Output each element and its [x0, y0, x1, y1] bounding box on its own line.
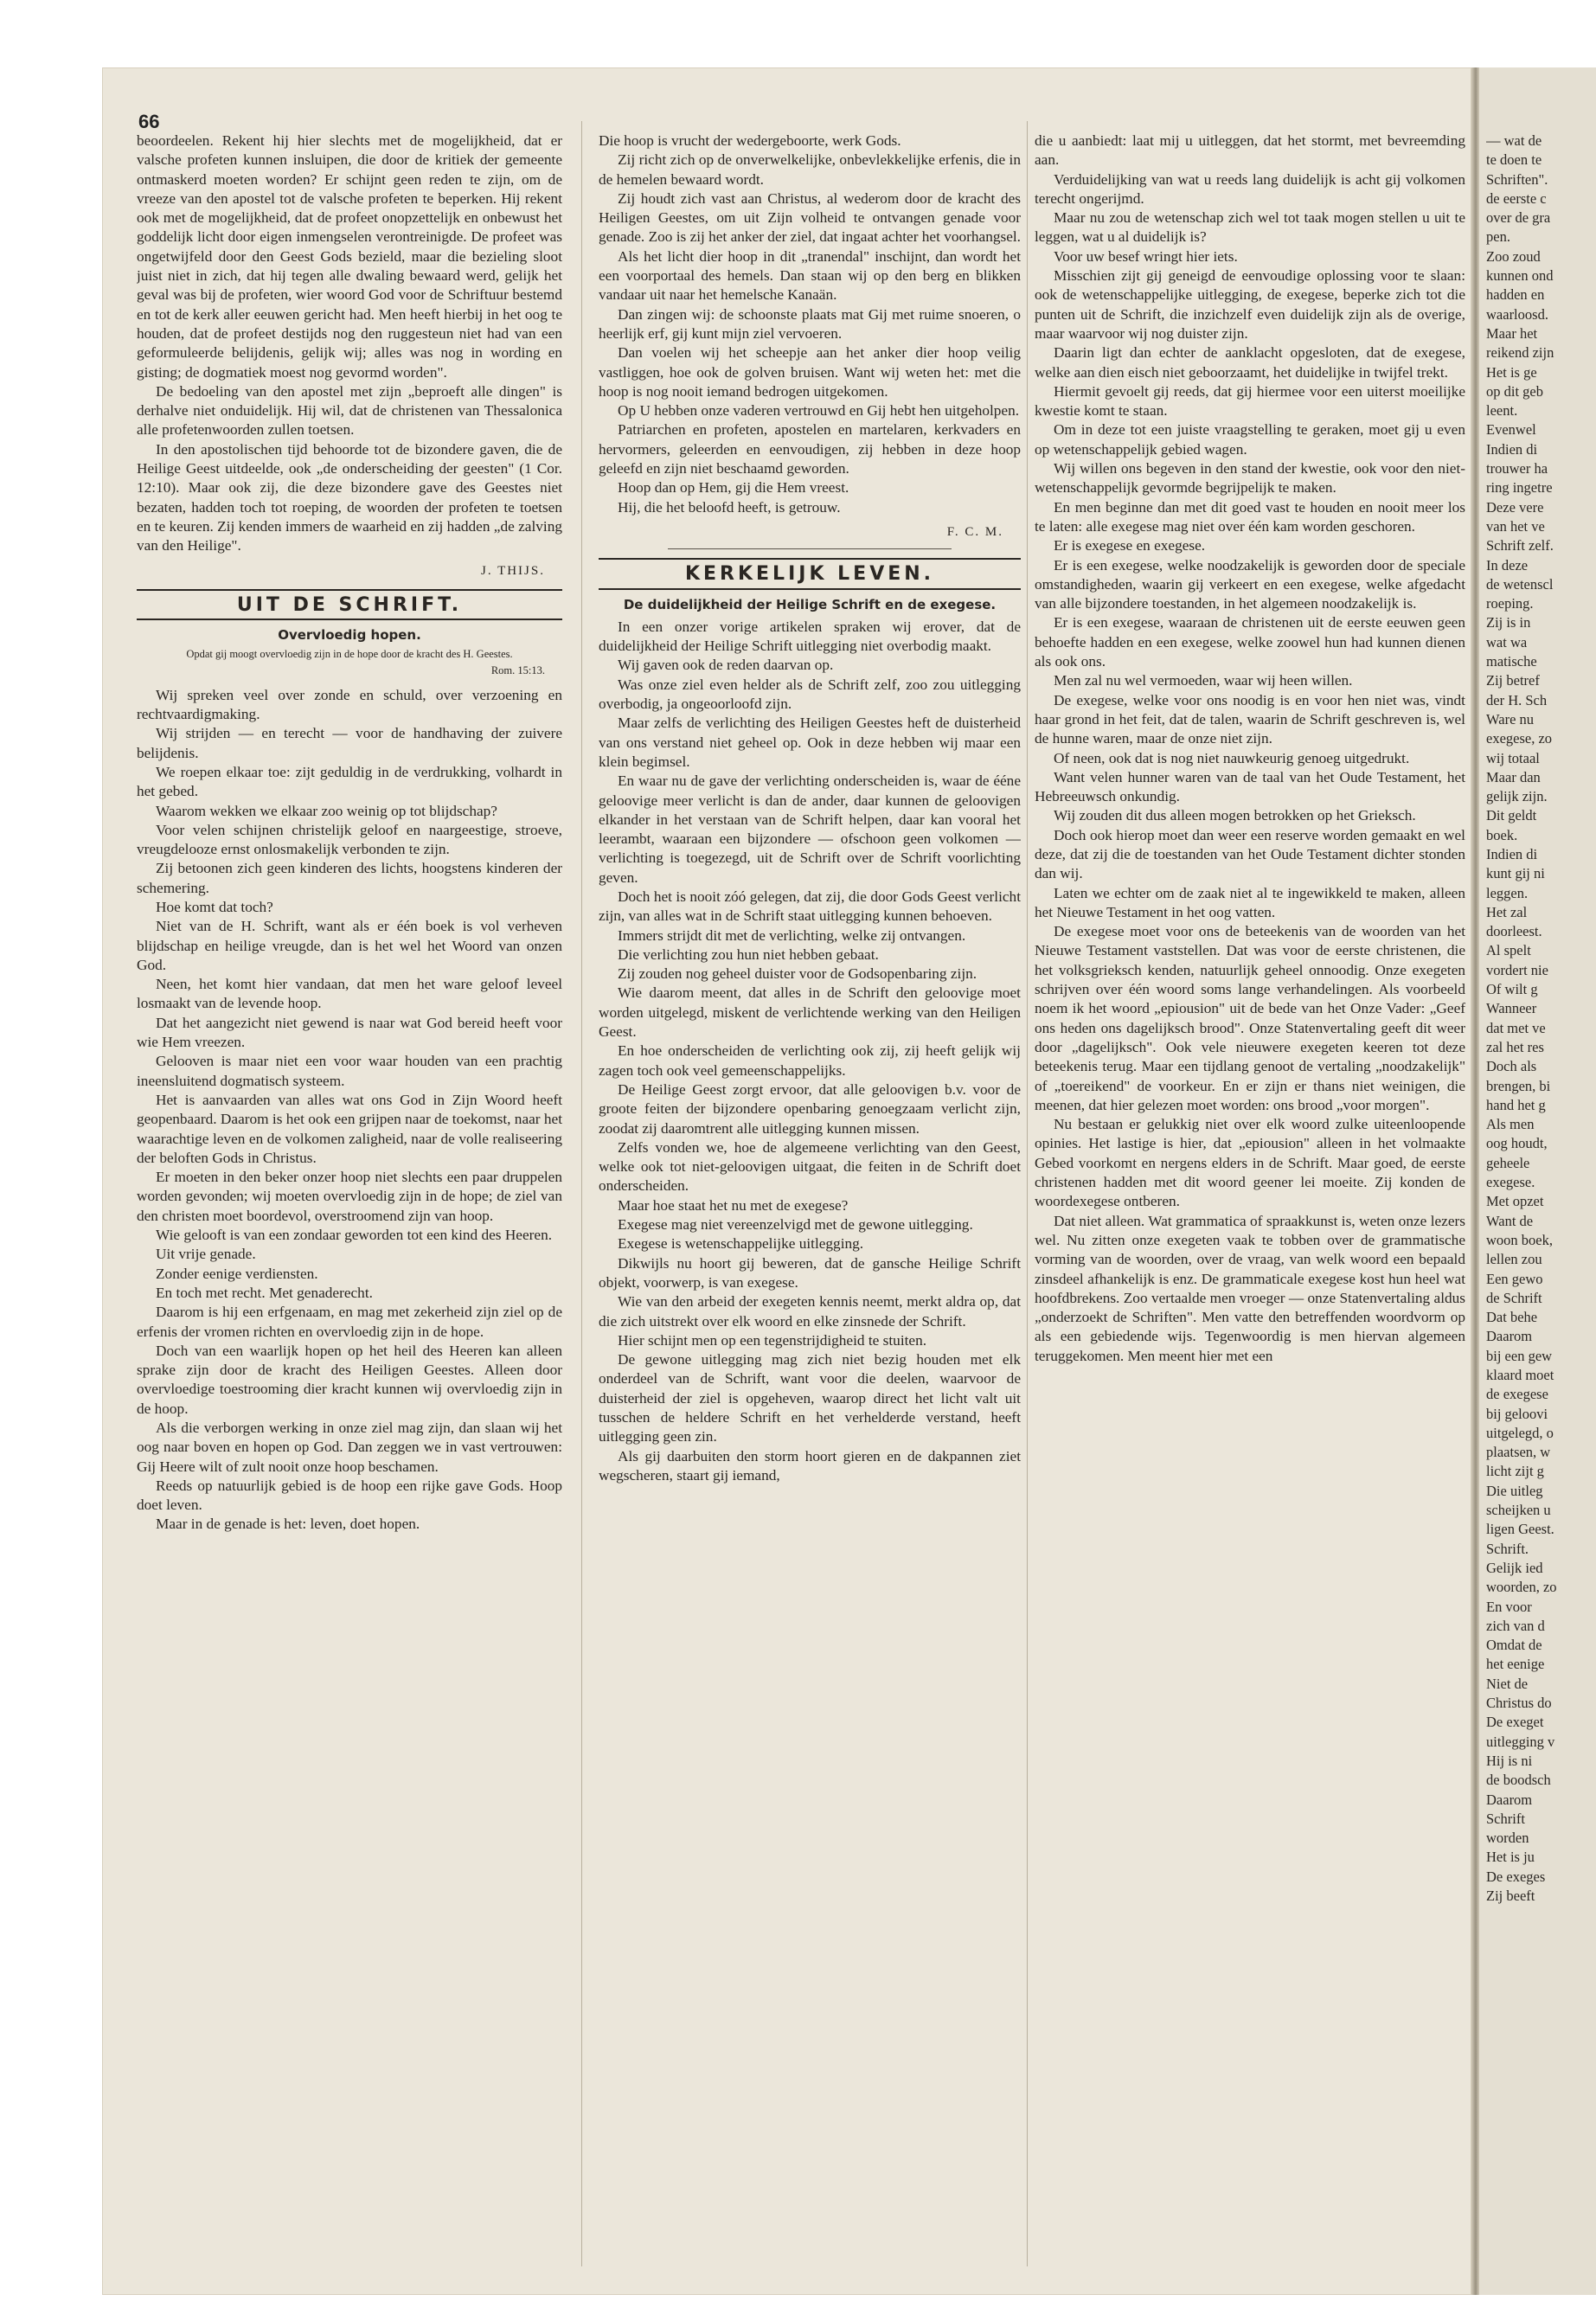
paragraph: Wij gaven ook de reden daarvan op.: [618, 657, 834, 674]
paragraph: Dikwijls nu hoort gij beweren, dat de gansche Heilige Schrift objekt, voorwerp, is van exegese.: [599, 1254, 1021, 1291]
paragraph: Hij, die het beloofd heeft, is getrouw.: [618, 498, 841, 516]
paragraph: beoordeelen. Rekent hij hier slechts met de mogelijkheid, dat er valsche profeten kunnen insluipen, die door de kritiek der gemeente ontmaskerd moeten worden? Er schijnt geen reden te zijn, om de vreeze van den apostel tot de valsche profeten te beperken. Hij rekent ook met de mogelijkheid, dat de profeet onopzettelijk en onbewust het goddelijk licht door eigen inmengselen verontreinigde. De profeet was ongetwijfeld door den Geest Gods bezield, maar die bezieling sloot juist niet in zich, dat hij tegen alle dwaling bewaard werd, gelijk het geval was bij de profeten, wier woord God voor de Schriftuur bestemd en tot de kerk aller eeuwen gericht had. Men heeft hierbij in het oog te houden, dat de profeet destijds nog den ruggesteun niet had van een geformuleerde belijdenis, gelijk wij; alles was nog in wording en gisting; de dogmatiek moest nog gevormd worden".: [137, 132, 562, 381]
text-line: lellen zou: [1486, 1251, 1542, 1268]
text-line: Want de: [1486, 1212, 1534, 1229]
text-line: Een gewo: [1486, 1270, 1543, 1287]
paragraph: Zij betoonen zich geen kinderen des lichts, hoogstens kinderen der schemering.: [137, 860, 562, 896]
paragraph: Zonder eenige verdiensten.: [156, 1265, 318, 1282]
article-body: [599, 131, 1021, 517]
text-line: Ware nu: [1486, 710, 1535, 727]
paragraph: En men beginne dan met dit goed vast te houden en nooit meer los te laten: alle exegese mag niet over één kam worden geschoren.: [1035, 498, 1465, 535]
paragraph: En toch met recht. Met genaderecht.: [156, 1284, 373, 1301]
text-line: leggen.: [1486, 884, 1529, 901]
text-line: Het is ge: [1486, 363, 1537, 381]
text-line: Daarom: [1486, 1328, 1533, 1345]
paragraph: Wie van den arbeid der exegeten kennis neemt, merkt aldra op, dat die zich uitstrekt over elk woord en elke zinsnede der Schrift.: [599, 1293, 1021, 1330]
paragraph: Wij zouden dit dus alleen mogen betrokken op het Grieksch.: [1054, 807, 1416, 824]
text-line: de boodsch: [1486, 1772, 1551, 1789]
text-line: vordert nie: [1486, 961, 1548, 978]
text-line: Al spelt: [1486, 942, 1531, 959]
paragraph: En waar nu de gave der verlichting onderscheiden is, waar de ééne geloovige meer verlicht is dan de ander, daar kunnen de geloovigen elkander in het verstaan van de Schrift helpen, daar kan vooral het leerambt, waaraan een bijzondere — ofschoon geen volkomen — verlichting is toegezegd, uit de Schrift over de Schrift voorlichting geven.: [599, 772, 1021, 886]
text-line: hand het g: [1486, 1096, 1546, 1113]
text-line: hadden en: [1486, 286, 1545, 304]
paragraph: Als gij daarbuiten den storm hoort gieren en de dakpannen ziet wegscheren, staart gij iemand,: [599, 1447, 1021, 1484]
text-line: kunnen ond: [1486, 267, 1554, 285]
text-line: Schrift zelf.: [1486, 537, 1554, 554]
paragraph: Als het licht dier hoop in dit „tranendal" inschijnt, dan wordt het een voorportaal des hemels. Dan staan wij op den berg en blikken vandaar uit naar het hemelsche Kanaän.: [599, 247, 1021, 304]
text-line: der H. Sch: [1486, 691, 1548, 708]
text-line: Gelijk ied: [1486, 1559, 1543, 1576]
paragraph: Immers strijdt dit met de verlichting, welke zij ontvangen.: [618, 926, 966, 944]
text-line: Of wilt g: [1486, 981, 1538, 998]
text-line: de Schrift: [1486, 1289, 1542, 1306]
column-1: [137, 131, 562, 2259]
text-line: Niet de: [1486, 1675, 1529, 1692]
text-line: pen.: [1486, 228, 1510, 246]
text-line: Maar dan: [1486, 768, 1541, 785]
paragraph: Wij strijden — en terecht — voor de handhaving der zuivere belijdenis.: [137, 725, 562, 761]
text-line: brengen, bi: [1486, 1077, 1551, 1094]
text-line: Als men: [1486, 1116, 1535, 1133]
article-body: [1486, 131, 1592, 1906]
paragraph: Reeds op natuurlijk gebied is de hoop een rijke gave Gods. Hoop doet leven.: [137, 1477, 562, 1514]
paragraph: Dat niet alleen. Wat grammatica of spraakkunst is, weten onze lezers wel. Nu zitten onze exegeten vaak te tobben over de grammatische vorming van de woorden, over de vraag, van welk woord een bepaald zinsdeel afhankelijk is enz. De grammaticale exegese kost hun heel wat hoofdbrekens. Zoo vertaalde men vroeger — onze Statenvertaling aldus „onderzoekt de Schriften". Men vatte den betreffenden woordvorm op als een gebiedende wijs. Tegenwoordig is men hiervan algemeen teruggekomen. Men meent hier met een: [1035, 1212, 1465, 1364]
text-line: boek.: [1486, 826, 1518, 843]
paragraph: Waarom wekken we elkaar zoo weinig op tot blijdschap?: [156, 802, 497, 819]
text-line: Wanneer: [1486, 1000, 1537, 1017]
paragraph: Of neen, ook dat is nog niet nauwkeurig genoeg uitgedrukt.: [1054, 749, 1410, 766]
text-line: worden: [1486, 1830, 1529, 1847]
text-line: De exeges: [1486, 1868, 1546, 1885]
text-line: Schriften".: [1486, 170, 1548, 188]
epigraph-reference: Rom. 15:13.: [490, 664, 545, 677]
paragraph: Er is een exegese, waaraan de christenen uit de eerste eeuwen geen behoefte hadden en een exegese, welke zoowel hun had kunnen dienen als ook ons.: [1035, 614, 1465, 670]
text-line: wij totaal: [1486, 749, 1540, 766]
paragraph: In een onzer vorige artikelen spraken wij erover, dat de duidelijkheid der Heilige Schrift uitlegging niet overbodig maakt.: [599, 618, 1021, 655]
text-line: Daarom: [1486, 1791, 1533, 1808]
paragraph: Voor velen schijnen christelijk geloof en naargeestige, stroeve, vreugdelooze ernst onlosmakelijk verbonden te zijn.: [137, 821, 562, 858]
paragraph: Uit vrije genade.: [156, 1246, 256, 1263]
article-title: De duidelijkheid der Heilige Schrift en de exegese.: [623, 596, 997, 612]
section-heading-kerkelijk-leven: KERKELIJK LEVEN.: [599, 558, 1021, 589]
text-line: Maar het: [1486, 324, 1538, 342]
text-line: kunt gij ni: [1486, 865, 1545, 882]
paragraph: Gelooven is maar niet een voor waar houden van een prachtig ineensluitend dogmatisch systeem.: [137, 1053, 562, 1089]
paragraph: Wie daarom meent, dat alles in de Schrift den geloovige moet worden uitgelegd, miskent de verlichtende werking van den Heiligen Geest.: [599, 984, 1021, 1041]
paragraph: die u aanbiedt: laat mij u uitleggen, dat het stormt, met bevreemding aan.: [1035, 132, 1465, 169]
text-line: te doen te: [1486, 151, 1542, 169]
paragraph: Daarin ligt dan echter de aanklacht opgesloten, dat de exegese, welke aan dien eisch niet geboorzaamt, het duidelijke in twijfel trekt.: [1035, 344, 1465, 381]
text-line: bij een gew: [1486, 1347, 1553, 1364]
paragraph: De gewone uitlegging mag zich niet bezig houden met elk onderdeel van de Schrift, want voor die deelen, waarvoor de duisterheid der ziel is opgeheven, waarop direct het licht valt uit tusschen de heldere Schrift en het verhelderde verstand, heeft uitlegging geen zin.: [599, 1351, 1021, 1445]
text-line: zich van d: [1486, 1617, 1545, 1634]
text-line: woorden, zo: [1486, 1579, 1557, 1596]
paragraph: Maar hoe staat het nu met de exegese?: [618, 1196, 849, 1214]
paragraph: Dat het aangezicht niet gewend is naar wat God bereid heeft voor wie Hem vreezen.: [137, 1014, 562, 1051]
text-line: exegese.: [1486, 1174, 1535, 1191]
text-line: leent.: [1486, 402, 1518, 420]
text-line: roeping.: [1486, 595, 1534, 612]
paragraph: Nu bestaan er gelukkig niet over elk woord zulke uiteenloopende opinies. Het lastige is hier, dat „epiousion" alleen in het volmaakte Gebed voorkomt en nergens elders in de Schrift. Maar goed, de eerste christenen hadden met dit woord geener lei moeite. Zij konden de woordexegese ontberen.: [1035, 1116, 1465, 1210]
column-3: [1035, 131, 1465, 2259]
text-line: licht zijt g: [1486, 1463, 1544, 1480]
paragraph: Was onze ziel even helder als de Schrift zelf, zoo zou uitlegging overbodig, ja ongeoorloofd zijn.: [599, 676, 1021, 713]
page-gutter: [1471, 67, 1479, 2295]
text-line: En voor: [1486, 1598, 1532, 1615]
paragraph: Maar zelfs de verlichting des Heiligen Geestes heft de duisterheid van ons verstand niet geheel op. Ook in deze hebben wij maar een klein begimsel.: [599, 715, 1021, 770]
column-4-partial: [1486, 131, 1592, 2259]
text-line: Zoo zoud: [1486, 247, 1541, 265]
text-line: geheele: [1486, 1154, 1530, 1171]
paragraph: Zelfs vonden we, hoe de algemeene verlichting van den Geest, welke ook tot niet-geloovigen uitgaat, die feiten in de Schrift doet onderscheiden.: [599, 1138, 1021, 1195]
text-line: uitlegging v: [1486, 1733, 1555, 1750]
paragraph: Die verlichting zou hun niet hebben gebaat.: [618, 945, 879, 963]
text-line: — wat de: [1486, 132, 1542, 149]
text-line: Indien di: [1486, 440, 1538, 458]
text-line: de wetenscl: [1486, 575, 1554, 593]
article-body: [1035, 131, 1465, 1366]
text-line: Omdat de: [1486, 1637, 1542, 1654]
paragraph: Als die verborgen werking in onze ziel mag zijn, dan slaan wij het oog naar boven en hopen op God. Dan zeggen we in vast vertrouwen: Gij Heere wilt of zult nooit onze hoop beschamen.: [137, 1420, 562, 1475]
paragraph: Doch van een waarlijk hopen op het heil des Heeren kan alleen sprake zijn door de kracht des Heiligen Geestes. Alleen door overvloedige toestrooming dier kracht kunnen wij overvloedig zijn in de hoop.: [137, 1342, 562, 1417]
text-line: exegese, zo: [1486, 730, 1553, 747]
text-line: Dit geldt: [1486, 807, 1537, 824]
text-line: doorleest.: [1486, 923, 1542, 940]
text-line: In deze: [1486, 556, 1529, 574]
text-line: over de gra: [1486, 209, 1551, 227]
author-signature: F. C. M.: [946, 524, 1003, 539]
text-line: Indien di: [1486, 845, 1538, 862]
text-line: Het is ju: [1486, 1849, 1535, 1866]
text-line: op dit geb: [1486, 382, 1543, 400]
text-line: Christus do: [1486, 1695, 1552, 1712]
text-line: Hij is ni: [1486, 1752, 1533, 1769]
page-number: 66: [138, 111, 160, 132]
text-line: waarloosd.: [1486, 305, 1548, 323]
text-line: bij geloovi: [1486, 1405, 1548, 1422]
column-rule-2: [1027, 121, 1028, 2266]
text-line: Zij is in: [1486, 614, 1531, 631]
paragraph: Dan voelen wij het scheepje aan het anker dier hoop veilig vastliggen, hoe ook de golven bruisen. Want wij weten het: met die hoop is nog nooit iemand bedrogen uitgekomen.: [599, 344, 1021, 400]
text-line: het eenige: [1486, 1656, 1545, 1673]
text-line: uitgelegd, o: [1486, 1424, 1554, 1441]
text-line: Deze vere: [1486, 498, 1544, 516]
text-line: ring ingetre: [1486, 479, 1553, 497]
article-body: [137, 686, 562, 1535]
paragraph: Er is exegese en exegese.: [1054, 537, 1206, 554]
paragraph: Doch het is nooit zóó gelegen, dat zij, die door Gods Geest verlicht zijn, van alles wat in de Schrift staat uitlegging kunnen behoeven.: [599, 888, 1021, 925]
paragraph: Niet van de H. Schrift, want als er één boek is vol verheven blijdschap en heilige vreugde, dan is het wel het Woord van onzen God.: [137, 918, 562, 973]
paragraph: Neen, het komt hier vandaan, dat men het ware geloof leveel losmaakt van de levende hoop.: [137, 976, 562, 1012]
paragraph: Wij spreken veel over zonde en schuld, over verzoening en rechtvaardigmaking.: [137, 686, 562, 723]
text-line: Met opzet: [1486, 1193, 1544, 1210]
paragraph: Exegese mag niet vereenzelvigd met de gewone uitlegging.: [618, 1216, 973, 1234]
text-line: Schrift.: [1486, 1540, 1529, 1557]
paragraph: Daarom is hij een erfgenaam, en mag met zekerheid zijn ziel op de erfenis der vromen richten en overvloedig zijn in de hope.: [137, 1304, 562, 1340]
paragraph: De exegese moet voor ons de beteekenis van de woorden van het Nieuwe Testament vaststellen. Dat was voor de eerste christenen, die het volksgrieksch kenden, natuurlijk geheel onnoodig. Onze exegeten schrijven over één woord soms lange verhandelingen. Als voorbeeld noem ik het woord „epiousion" uit de bede van het Onze Vader: „Geef ons heden ons dagelijksch brood". Onze Statenvertaling geeft dit weer door „dagelijksch". Ook vele nieuwere exegeten keeren tot deze beteekenis terug. Maar een tijdlang genoot de vertaling „noodzakelijk" of „toereikend" de voorkeur. En er zijn er thans niet weinigen, die meenen, dat hier gelezen moet worden: ons brood „voor morgen".: [1035, 923, 1465, 1113]
paragraph: Men zal nu wel vermoeden, waar wij heen willen.: [1054, 672, 1353, 689]
paragraph: We roepen elkaar toe: zijt geduldig in de verdrukking, volhardt in het gebed.: [137, 763, 562, 800]
paragraph: Laten we echter om de zaak niet al te ingewikkeld te maken, alleen het Nieuwe Testament in het oog vatten.: [1035, 884, 1465, 920]
author-signature: J. THIJS.: [481, 563, 545, 578]
text-line: Schrift: [1486, 1810, 1525, 1827]
paragraph: Doch ook hierop moet dan weer een reserve worden gemaakt en wel deze, dat zij die de toestanden van het Oude Testament dichter stonden dan wij.: [1035, 826, 1465, 882]
text-line: Zij beeft: [1486, 1888, 1535, 1905]
paragraph: Dan zingen wij: de schoonste plaats mat Gij met ruime snoeren, o heerlijk erf, gij kunt mijn ziel vervoeren.: [599, 305, 1021, 342]
text-line: matische: [1486, 653, 1537, 670]
paragraph: Misschien zijt gij geneigd de eenvoudige oplossing voor te slaan: ook de wetenschappelijke uitlegging, de exegese, beperke zich tot die punten uit de Schrift, die inzichzelf even duidelijk zijn als de overige, maar waarvoor wij nog duister zijn.: [1035, 267, 1465, 342]
text-line: De exeget: [1486, 1714, 1544, 1731]
text-line: scheijken u: [1486, 1502, 1551, 1519]
paragraph: De bedoeling van den apostel met zijn „beproeft alle dingen" is derhalve niet onduidelijk. Hij wil, dat de christenen van Thessalonica alle profetenwoorden zullen toetsen.: [137, 382, 562, 439]
paragraph: Hiermit gevoelt gij reeds, dat gij hiermee voor een uiterst moeilijke kwestie komt te staan.: [1035, 382, 1465, 420]
paragraph: Op U hebben onze vaderen vertrouwd en Gij hebt hen uitgeholpen.: [618, 402, 1020, 420]
section-heading-uit-de-schrift: UIT DE SCHRIFT.: [137, 589, 562, 620]
paragraph: De Heilige Geest zorgt ervoor, dat alle geloovigen b.v. voor de groote feiten der bijzondere openbaring genoegzaam verlicht zijn, zoodat zij daaromtrent alle uitlegging kunnen missen.: [599, 1080, 1021, 1137]
paragraph: In den apostolischen tijd behoorde tot de bizondere gaven, die de Heilige Geest uitdeelde, ook „de onderscheiding der geesten" (1 Cor. 12:10). Maar ook zij, die deze bizondere gave des Geestes niet bezaten, hadden toch tot roeping, de woorden der profeten te toetsen en te keuren. Zij kenden immers de waarheid en zij hadden „de zalving van den Heilige".: [137, 440, 562, 554]
paragraph: Het is aanvaarden van alles wat ons God in Zijn Woord heeft geopenbaard. Daarom is het ook een grijpen naar de toekomst, naar het waarachtige leven en de volkomen zaligheid, naar de volle realiseering der beloften Gods in Christus.: [137, 1091, 562, 1166]
paragraph: Hoe komt dat toch?: [156, 898, 273, 915]
paragraph: Verduidelijking van wat u reeds lang duidelijk is acht gij volkomen terecht ongerijmd.: [1035, 170, 1465, 207]
text-line: plaatsen, w: [1486, 1444, 1551, 1461]
article-body: [599, 618, 1021, 1485]
text-line: oog houdt,: [1486, 1135, 1548, 1152]
epigraph: Opdat gij moogt overvloedig zijn in de hope door de kracht des H. Geestes.: [186, 648, 513, 661]
text-line: wat wa: [1486, 633, 1528, 651]
text-line: ligen Geest.: [1486, 1521, 1554, 1538]
text-line: gelijk zijn.: [1486, 788, 1548, 805]
divider: [668, 548, 952, 549]
column-2: [599, 131, 1021, 2259]
paragraph: De exegese, welke voor ons noodig is en voor hen niet was, vindt haar grond in het feit, dat de talen, waarin de Schrift geschreven is, wel de hunne waren, maar de onze niet zijn.: [1035, 691, 1465, 747]
paragraph: Wie gelooft is van een zondaar geworden tot een kind des Heeren.: [156, 1227, 553, 1244]
paragraph: Patriarchen en profeten, apostelen en martelaren, kerkvaders en hervormers, geleerden en eenvoudigen, zij hebben in deze hoop geleefd en zijn niet beschaamd geworden.: [599, 421, 1021, 478]
paragraph: Voor uw besef wringt hier iets.: [1054, 247, 1238, 265]
text-line: woon boek,: [1486, 1231, 1553, 1248]
text-line: Zij betref: [1486, 672, 1540, 689]
paragraph: Maar nu zou de wetenschap zich wel tot taak mogen stellen u uit te leggen, wat u al duidelijk is?: [1035, 209, 1465, 246]
paragraph: Maar in de genade is het: leven, doet hopen.: [156, 1516, 420, 1533]
text-line: trouwer ha: [1486, 460, 1548, 478]
paragraph: Die hoop is vrucht der wedergeboorte, werk Gods.: [599, 132, 901, 149]
paragraph: Zij zouden nog geheel duister voor de Godsopenbaring zijn.: [618, 965, 977, 983]
text-line: Dat behe: [1486, 1309, 1538, 1326]
column-rule-1: [581, 121, 582, 2266]
text-line: de eerste c: [1486, 189, 1547, 207]
paragraph: Zij richt zich op de onverwelkelijke, onbevlekkelijke erfenis, die in de hemelen bewaard wordt.: [599, 151, 1021, 188]
paragraph: Hier schijnt men op een tegenstrijdigheid te stuiten.: [618, 1331, 927, 1349]
text-line: zal het res: [1486, 1038, 1544, 1055]
text-line: Doch als: [1486, 1058, 1537, 1075]
text-line: Het zal: [1486, 903, 1528, 920]
article-title: Overvloedig hopen.: [278, 627, 421, 644]
text-line: klaard moet: [1486, 1367, 1554, 1383]
paragraph: Wij willen ons begeven in den stand der kwestie, ook voor den niet-wetenschappelijk gevormde begrijpelijk te maken.: [1035, 460, 1465, 497]
paragraph: Hoop dan op Hem, gij die Hem vreest.: [618, 479, 849, 497]
paragraph: Zij houdt zich vast aan Christus, al wederom door de kracht des Heiligen Geestes, om uit Zijn volheid te ontvangen genade voor genade. Zoo is zij het anker der ziel, dat ingaat achter het voorhangsel.: [599, 189, 1021, 246]
paragraph: Er is een exegese, welke noodzakelijk is geworden door de speciale omstandigheden, waarin gij verkeert en een exegese, welke afgedacht van alle bijzondere toestanden, in het algemeen noodzakelijk is.: [1035, 556, 1465, 612]
text-line: dat met ve: [1486, 1019, 1546, 1036]
paragraph: Er moeten in den beker onzer hoop niet slechts een paar druppelen worden gevonden; wij moeten overvloedig zijn in de hope; de ziel van den christen moet boordevol, overstroomend zijn van hoop.: [137, 1169, 562, 1224]
text-line: Die uitleg: [1486, 1482, 1543, 1499]
text-line: reikend zijn: [1486, 344, 1554, 362]
text-line: Evenwel: [1486, 421, 1536, 439]
text-line: van het ve: [1486, 517, 1545, 535]
paragraph: En hoe onderscheiden de verlichting ook zij, zij heeft gelijk wij zagen toch ook veel gemeenschappelijks.: [599, 1042, 1021, 1079]
paragraph: Om in deze tot een juiste vraagstelling te geraken, moet gij u even op wetenschappelijk gebied wagen.: [1035, 421, 1465, 458]
paragraph: Exegese is wetenschappelijke uitlegging.: [618, 1235, 864, 1253]
paragraph: Want velen hunner waren van de taal van het Oude Testament, het Hebreeuwsch onkundig.: [1035, 768, 1465, 805]
text-line: de exegese: [1486, 1386, 1548, 1403]
